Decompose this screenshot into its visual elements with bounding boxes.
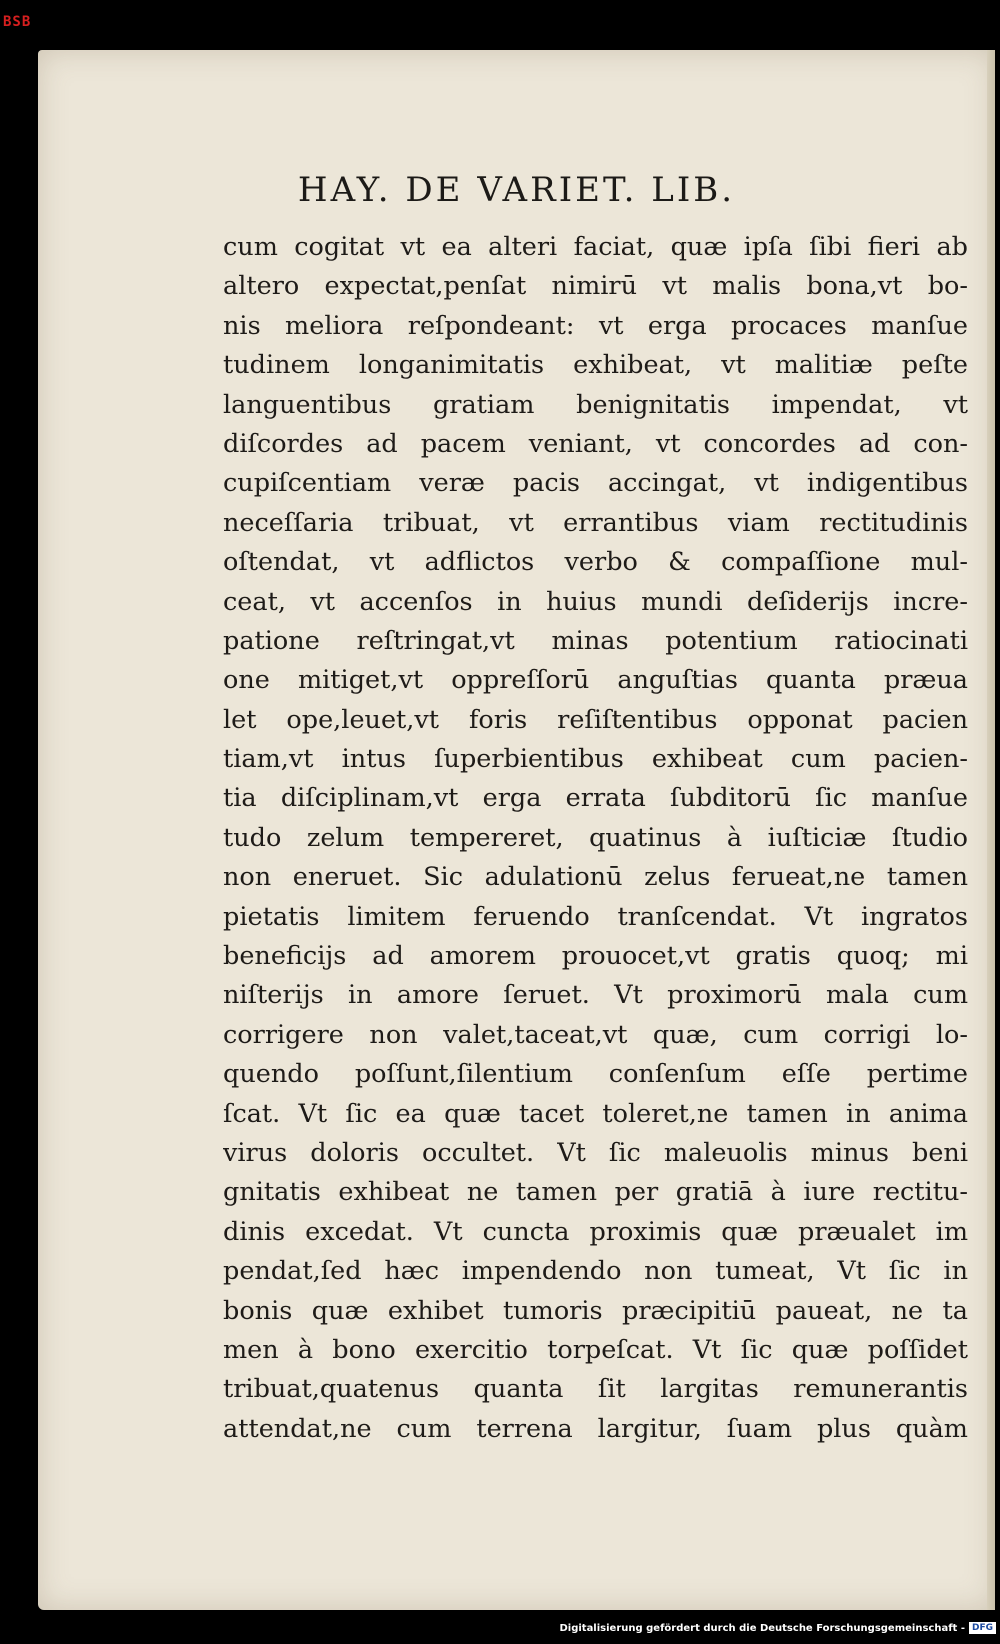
text-line: bonis quæ exhibet tumoris præcipitiū paueat, ne ta	[223, 1295, 968, 1326]
text-line: ſcat. Vt ſic ea quæ tacet toleret,ne tamen in anima	[223, 1098, 968, 1129]
text-line: corrigere non valet,taceat,vt quæ, cum corrigi lo-	[223, 1019, 968, 1050]
text-line: ceat, vt accenſos in huius mundi deſiderijs incre-	[223, 586, 968, 617]
text-line: cum cogitat vt ea alteri faciat, quæ ipſa ſibi fieri ab	[223, 232, 968, 262]
bsb-logo: BSB	[3, 14, 32, 30]
text-line: diſcordes ad pacem veniant, vt concordes ad con-	[223, 428, 968, 459]
text-line: tiam,vt intus ſuperbientibus exhibeat cum pacien-	[223, 744, 968, 775]
text-line: niſterijs in amore ſeruet. Vt proximorū mala cum	[223, 980, 968, 1011]
text-line: neceſſaria tribuat, vt errantibus viam rectitudinis	[223, 507, 968, 538]
dfg-logo: DFG	[969, 1622, 996, 1634]
text-line: tudo zelum tempereret, quatinus à iuſticiæ ſtudio	[223, 822, 968, 853]
text-line: tia diſciplinam,vt erga errata ſubditorū ſic manſue	[223, 783, 968, 814]
text-line: beneficijs ad amorem prouocet,vt gratis quoq; mi	[223, 941, 968, 972]
footer-credit-text: Digitalisierung gefördert durch die Deutsche Forschungsgemeinschaft -	[559, 1622, 965, 1634]
page-edge	[987, 50, 995, 1610]
book-page	[38, 50, 995, 1610]
text-line: patione reſtringat,vt minas potentium ratiocinati	[223, 625, 968, 656]
text-line: nis meliora reſpondeant: vt erga procaces manſue	[223, 310, 968, 341]
running-head: HAY. DE VARIET. LIB.	[297, 170, 736, 210]
text-line: let ope,leuet,vt foris reſiſtentibus opponat pacien	[223, 704, 968, 735]
text-line: men à bono exercitio torpeſcat. Vt ſic quæ poſſidet	[223, 1334, 968, 1365]
text-line: oſtendat, vt adflictos verbo & compaſſione mul-	[223, 547, 968, 578]
text-line: non eneruet. Sic adulationū zelus ferueat,ne tamen	[223, 862, 968, 893]
text-line: pietatis limitem feruendo tranſcendat. Vt ingratos	[223, 901, 968, 932]
text-line: pendat,ſed hæc impendendo non tumeat, Vt ſic in	[223, 1256, 968, 1287]
text-line: one mitiget,vt oppreſſorū anguſtias quanta præua	[223, 665, 968, 696]
text-line: attendat,ne cum terrena largitur, ſuam plus quàm	[223, 1413, 968, 1444]
body-text	[223, 228, 968, 1449]
text-line: altero expectat,penſat nimirū vt malis bona,vt bo-	[223, 271, 968, 302]
text-line: tudinem longanimitatis exhibeat, vt malitiæ peſte	[223, 350, 968, 381]
footer-credit	[559, 1616, 996, 1640]
text-line: languentibus gratiam benignitatis impendat, vt	[223, 389, 968, 420]
text-line: dinis excedat. Vt cuncta proximis quæ præualet im	[223, 1216, 968, 1247]
text-line: cupiſcentiam veræ pacis accingat, vt indigentibus	[223, 468, 968, 499]
text-line: tribuat,quatenus quanta ſit largitas remunerantis	[223, 1374, 968, 1405]
text-line: virus doloris occultet. Vt ſic maleuolis minus beni	[223, 1137, 968, 1168]
text-line: quendo poſſunt,ſilentium conſenſum eſſe pertime	[223, 1059, 968, 1090]
text-line: gnitatis exhibeat ne tamen per gratiā à iure rectitu-	[223, 1177, 968, 1208]
